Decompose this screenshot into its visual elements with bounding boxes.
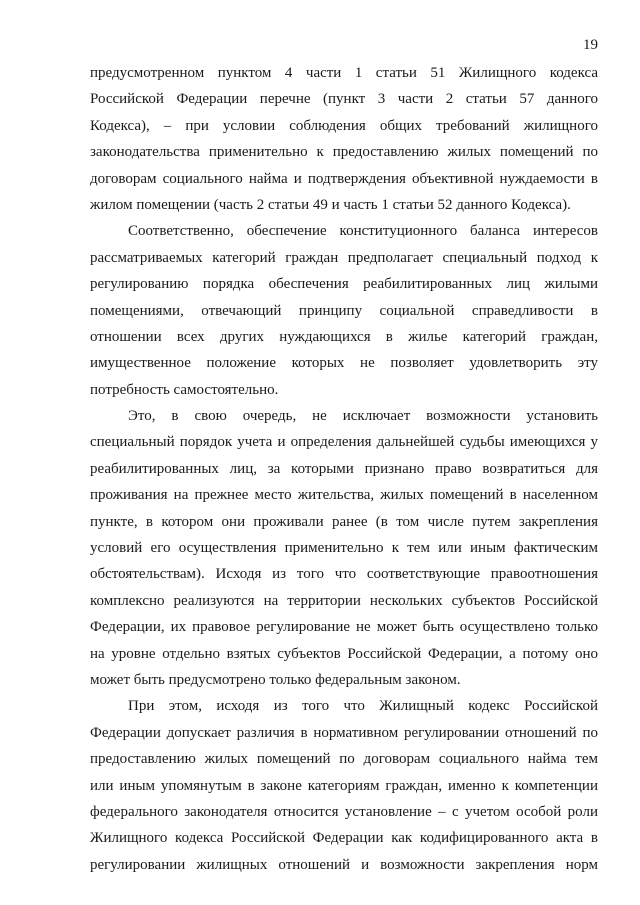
page-number: 19 bbox=[583, 37, 598, 53]
text-line: обстоятельствам). Исходя из того что соответствующие правоотношения bbox=[90, 566, 598, 583]
text-line: Федерации допускает различия в нормативном регулировании отношений по bbox=[90, 724, 598, 741]
text-line: на уровне отдельно взятых субъектов Российской Федерации, а потому оно bbox=[90, 645, 598, 662]
text-line: специальный порядок учета и определения дальнейшей судьбы имеющихся у bbox=[90, 434, 598, 451]
text-line: регулированию порядка обеспечения реабилитированных лиц жилыми bbox=[90, 276, 598, 293]
text-line: Жилищного кодекса Российской Федерации как кодифицированного акта в bbox=[90, 830, 598, 847]
document-body bbox=[90, 60, 598, 878]
text-line: проживания на прежнее место жительства, жилых помещений в населенном bbox=[90, 487, 598, 504]
text-line: Соответственно, обеспечение конституционного баланса интересов bbox=[128, 223, 598, 240]
text-line: Российской Федерации перечне (пункт 3 части 2 статьи 57 данного bbox=[90, 91, 598, 108]
text-line: помещениями, отвечающий принципу социальной справедливости в bbox=[90, 302, 598, 319]
text-line: пункте, в котором они проживали ранее (в том числе путем закрепления bbox=[90, 513, 598, 530]
text-line: может быть предусмотрено только федеральным законом. bbox=[90, 671, 461, 688]
text-line: рассматриваемых категорий граждан предполагает специальный подход к bbox=[90, 249, 598, 266]
text-line: комплексно реализуются на территории нескольких субъектов Российской bbox=[90, 592, 598, 609]
text-line: регулировании жилищных отношений и возможности закрепления норм bbox=[90, 856, 598, 873]
text-line: реабилитированных лиц, за которыми признано право возвратиться для bbox=[90, 460, 598, 477]
text-line: предусмотренном пунктом 4 части 1 статьи 51 Жилищного кодекса bbox=[90, 65, 598, 81]
text-line: отношении всех других нуждающихся в жилье категорий граждан, bbox=[90, 328, 598, 345]
text-line: Это, в свою очередь, не исключает возможности установить bbox=[128, 408, 598, 425]
text-line: предоставлению жилых помещений по договорам социального найма тем bbox=[90, 751, 598, 768]
text-line: федерального законодателя относится установление – с учетом особой роли bbox=[90, 803, 598, 820]
text-line: потребность самостоятельно. bbox=[90, 381, 279, 398]
text-line: имущественное положение которых не позволяет удовлетворить эту bbox=[90, 355, 598, 372]
text-line: При этом, исходя из того что Жилищный кодекс Российской bbox=[128, 698, 598, 715]
text-line: Кодекса), – при условии соблюдения общих требований жилищного bbox=[90, 117, 598, 134]
text-line: договорам социального найма и подтверждения объективной нуждаемости в bbox=[90, 170, 598, 187]
text-line: законодательства применительно к предоставлению жилых помещений по bbox=[90, 144, 598, 161]
text-line: условий его осуществления применительно к тем или иным фактическим bbox=[90, 540, 598, 557]
text-line: жилом помещении (часть 2 статьи 49 и часть 1 статьи 52 данного Кодекса). bbox=[90, 196, 571, 213]
text-line: или иным упомянутым в законе категориям граждан, именно к компетенции bbox=[90, 777, 598, 794]
text-line: Федерации, их правовое регулирование не может быть осуществлено только bbox=[90, 619, 598, 636]
